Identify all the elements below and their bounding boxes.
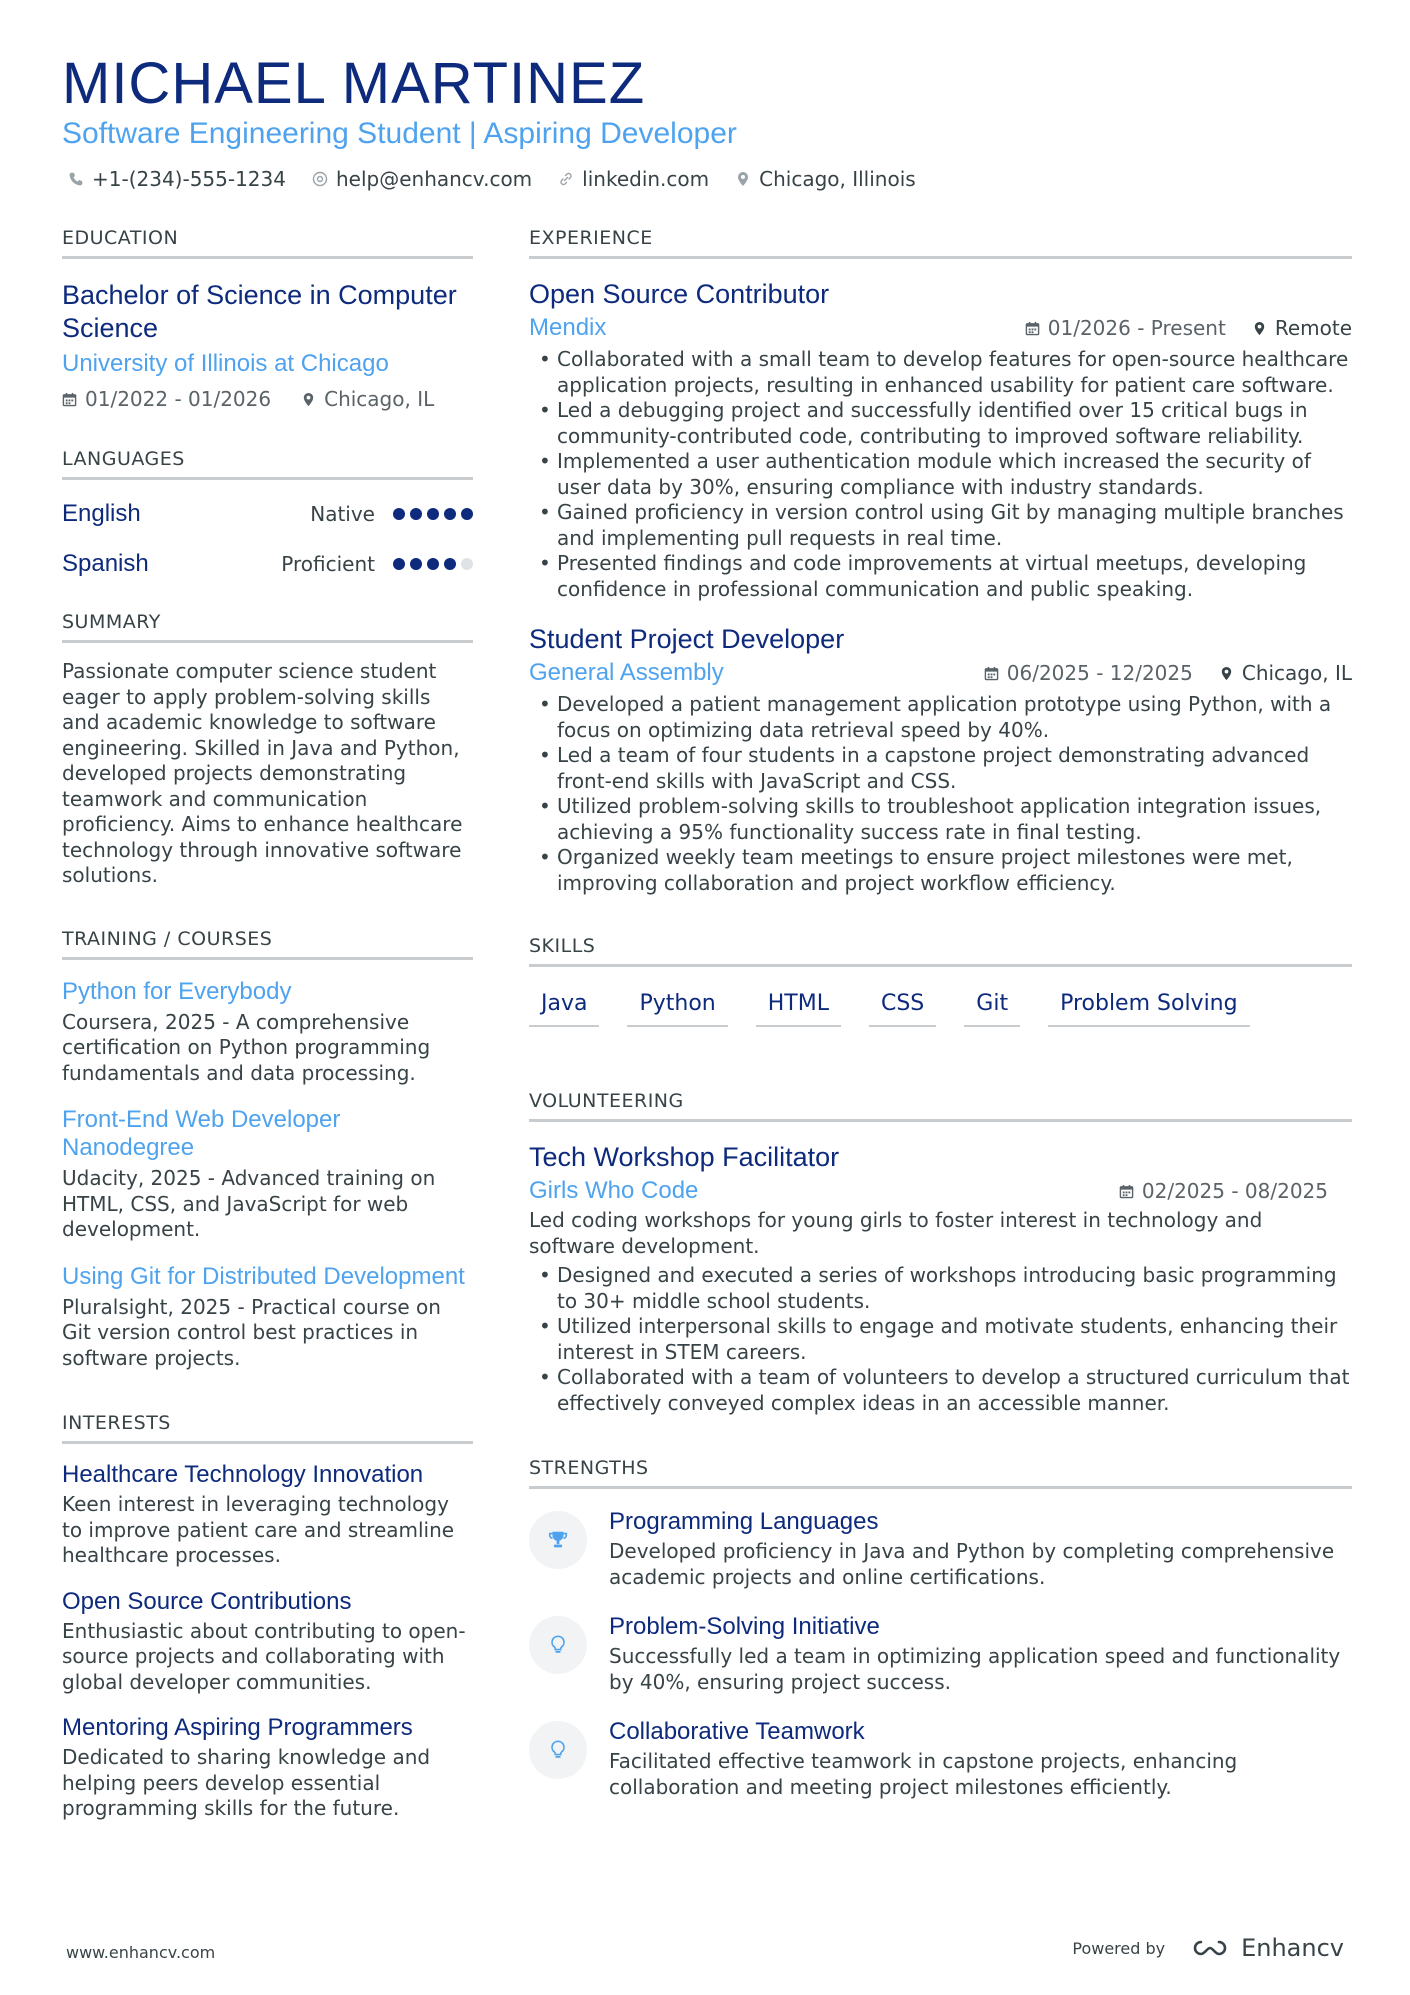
job-entry <box>529 277 1352 602</box>
education-location-text: Chicago, IL <box>324 387 435 411</box>
experience-heading: EXPERIENCE <box>529 226 1352 259</box>
skill-tag: HTML <box>756 989 841 1027</box>
language-item <box>62 548 473 580</box>
location-pin-icon <box>735 171 751 187</box>
phone-text: +1-(234)-555-1234 <box>92 167 286 191</box>
interest-title: Healthcare Technology Innovation <box>62 1461 424 1488</box>
interest-item <box>62 1713 473 1822</box>
education-degree: Bachelor of Science in Computer Science <box>62 280 457 343</box>
location-pin-icon <box>1252 321 1267 336</box>
volunteer-bullets <box>529 1263 1352 1416</box>
education-heading: EDUCATION <box>62 226 473 259</box>
phone-icon <box>68 171 84 187</box>
job-company: General Assembly <box>529 659 724 686</box>
job-entry <box>529 622 1352 896</box>
left-column <box>62 226 473 1822</box>
strength-description: Developed proficiency in Java and Python by completing comprehensive academic projects and online certifications. <box>609 1539 1335 1589</box>
job-bullet: • Developed a patient management application prototype using Python, with a focus on optimizing data retrieval speed by 40%. <box>529 692 1352 743</box>
candidate-tagline: Software Engineering Student | Aspiring Developer <box>62 117 737 150</box>
contact-bar <box>68 165 916 193</box>
skill-tag: Git <box>964 989 1020 1027</box>
language-level: Proficient <box>281 552 375 576</box>
job-bullets <box>529 692 1352 896</box>
course-item <box>62 1106 473 1243</box>
job-location-text: Chicago, IL <box>1241 661 1352 685</box>
job-dates <box>1025 316 1226 340</box>
strength-description: Successfully led a team in optimizing application speed and functionality by 40%, ensuring project success. <box>609 1644 1341 1694</box>
skill-tag: CSS <box>869 989 936 1027</box>
interest-description: Enthusiastic about contributing to open-source projects and collaborating with global developer communities. <box>62 1618 466 1694</box>
lightbulb-icon <box>529 1721 587 1779</box>
powered-by-label: Powered by <box>1072 1938 1166 1958</box>
skill-tag: Java <box>529 989 599 1027</box>
course-item <box>62 1263 473 1372</box>
volunteering-section <box>529 1089 1352 1416</box>
strength-title: Programming Languages <box>609 1508 879 1535</box>
footer-website[interactable]: www.enhancv.com <box>66 1943 216 1962</box>
location-text: Chicago, Illinois <box>759 167 916 191</box>
job-bullet: • Gained proficiency in version control using Git by managing multiple branches and implementing pull requests in real time. <box>529 500 1352 551</box>
strength-title: Collaborative Teamwork <box>609 1718 865 1745</box>
strengths-section <box>529 1456 1352 1800</box>
interest-description: Dedicated to sharing knowledge and helping peers develop essential programming skills for the future. <box>62 1745 431 1820</box>
calendar-icon <box>1025 321 1040 336</box>
trophy-icon <box>529 1511 587 1569</box>
brand-logo[interactable] <box>1187 1934 1344 1962</box>
strength-description: Facilitated effective teamwork in capstone projects, enhancing collaboration and meeting project milestones efficiently. <box>609 1749 1238 1799</box>
rating-dot-filled <box>444 508 456 520</box>
enhancv-logo-icon <box>1187 1936 1233 1960</box>
strength-item <box>529 1612 1352 1695</box>
skills-heading: SKILLS <box>529 934 1352 967</box>
contact-phone[interactable] <box>68 165 286 193</box>
summary-section <box>62 610 473 889</box>
job-bullet: • Organized weekly team meetings to ensure project milestones were met, improving collaboration and project workflow efficiency. <box>529 845 1352 896</box>
job-dates <box>984 661 1193 685</box>
job-location <box>1252 316 1352 340</box>
education-school: University of Illinois at Chicago <box>62 350 389 377</box>
right-column <box>529 226 1352 1800</box>
rating-dot-filled <box>393 508 405 520</box>
language-item <box>62 498 473 530</box>
volunteer-org: Girls Who Code <box>529 1177 699 1204</box>
course-item <box>62 978 473 1087</box>
contact-email[interactable] <box>312 165 532 193</box>
job-title: Student Project Developer <box>529 624 845 654</box>
course-description: Coursera, 2025 - A comprehensive certification on Python programming fundamentals and data processing. <box>62 1009 431 1085</box>
job-dates-text: 01/2026 - Present <box>1047 316 1226 340</box>
skills-list <box>529 989 1352 1027</box>
volunteering-heading: VOLUNTEERING <box>529 1089 1352 1122</box>
language-rating <box>393 508 473 520</box>
job-bullet: • Presented findings and code improvements at virtual meetups, developing confidence in professional communication and public speaking. <box>529 551 1352 602</box>
rating-dot-filled <box>410 558 422 570</box>
job-title: Open Source Contributor <box>529 279 830 309</box>
at-icon <box>312 171 328 187</box>
summary-heading: SUMMARY <box>62 610 473 643</box>
rating-dot-filled <box>410 508 422 520</box>
languages-section <box>62 447 473 580</box>
rating-dot-filled <box>444 558 456 570</box>
skill-tag: Problem Solving <box>1048 989 1250 1027</box>
language-level: Native <box>310 502 375 526</box>
interest-item <box>62 1587 473 1696</box>
volunteer-bullet: • Designed and executed a series of workshops introducing basic programming to 30+ middle school students. <box>529 1263 1352 1314</box>
calendar-icon <box>984 666 999 681</box>
rating-dot-filled <box>427 508 439 520</box>
volunteer-bullet: • Collaborated with a team of volunteers to develop a structured curriculum that effectively conveyed complex ideas in an accessible manner. <box>529 1365 1352 1416</box>
interests-heading: INTERESTS <box>62 1411 473 1444</box>
education-dates-text: 01/2022 - 01/2026 <box>85 387 272 411</box>
job-bullet: • Collaborated with a small team to develop features for open-source healthcare application projects, resulting in enhanced usability for patient care software. <box>529 347 1352 398</box>
location-pin-icon <box>1219 666 1234 681</box>
volunteer-dates-text: 02/2025 - 08/2025 <box>1141 1179 1328 1203</box>
interest-item <box>62 1460 473 1569</box>
volunteer-bullet: • Utilized interpersonal skills to engage and motivate students, enhancing their interest in STEM careers. <box>529 1314 1352 1365</box>
course-title: Using Git for Distributed Development <box>62 1262 465 1290</box>
footer-branding <box>1072 1934 1344 1962</box>
rating-dot-filled <box>393 558 405 570</box>
job-bullet: • Utilized problem-solving skills to troubleshoot application integration issues, achieving a 95% functionality success rate in final testing. <box>529 794 1352 845</box>
location-pin-icon <box>301 392 316 407</box>
training-heading: TRAINING / COURSES <box>62 927 473 960</box>
job-location-text: Remote <box>1274 316 1352 340</box>
education-meta <box>62 385 473 413</box>
education-location <box>301 385 434 413</box>
strength-item <box>529 1717 1352 1800</box>
language-name: Spanish <box>62 550 149 577</box>
course-description: Udacity, 2025 - Advanced training on HTML, CSS, and JavaScript for web development. <box>62 1166 436 1241</box>
job-bullets <box>529 347 1352 602</box>
strengths-heading: STRENGTHS <box>529 1456 1352 1489</box>
interest-title: Open Source Contributions <box>62 1587 352 1615</box>
volunteer-role: Tech Workshop Facilitator <box>529 1142 840 1172</box>
language-name: English <box>62 500 141 527</box>
job-location <box>1219 661 1352 685</box>
volunteer-description: Led coding workshops for young girls to foster interest in technology and software development. <box>529 1208 1263 1258</box>
candidate-name: MICHAEL MARTINEZ <box>62 51 646 116</box>
interest-title: Mentoring Aspiring Programmers <box>62 1714 413 1741</box>
lightbulb-icon <box>529 1616 587 1674</box>
skills-section <box>529 934 1352 1027</box>
email-text: help@enhancv.com <box>335 167 533 191</box>
job-dates-text: 06/2025 - 12/2025 <box>1006 661 1193 685</box>
education-dates <box>62 385 271 413</box>
strength-item <box>529 1507 1352 1590</box>
course-title: Python for Everybody <box>62 977 292 1005</box>
course-description: Pluralsight, 2025 - Practical course on Git version control best practices in software projects. <box>62 1294 441 1370</box>
job-bullet: • Led a team of four students in a capstone project demonstrating advanced front-end skills with JavaScript and CSS. <box>529 743 1352 794</box>
language-rating <box>393 558 473 570</box>
contact-linkedin[interactable] <box>558 165 709 193</box>
interests-section <box>62 1411 473 1822</box>
job-company: Mendix <box>529 314 607 341</box>
skill-tag: Python <box>627 989 727 1027</box>
brand-name: Enhancv <box>1241 1934 1344 1962</box>
linkedin-text: linkedin.com <box>582 167 710 191</box>
strength-title: Problem-Solving Initiative <box>609 1613 880 1640</box>
volunteer-dates <box>1119 1179 1328 1203</box>
experience-section <box>529 226 1352 896</box>
summary-text: Passionate computer science student eager to apply problem-solving skills and academic knowledge to software engineering. Skilled in Java and Python, developed projects demonstrating teamwork and communication proficiency. Aims to enhance healthcare technology through innovative software solutions. <box>62 659 463 887</box>
education-section <box>62 226 473 413</box>
course-title: Front-End Web Developer Nanodegree <box>62 1106 341 1161</box>
rating-dot-filled <box>427 558 439 570</box>
job-bullet: • Implemented a user authentication module which increased the security of user data by 30%, ensuring compliance with industry standards. <box>529 449 1352 500</box>
training-section <box>62 927 473 1372</box>
job-bullet: • Led a debugging project and successfully identified over 15 critical bugs in community-contributed code, contributing to improved software reliability. <box>529 398 1352 449</box>
rating-dot-empty <box>461 558 473 570</box>
languages-heading: LANGUAGES <box>62 447 473 480</box>
calendar-icon <box>62 392 77 407</box>
rating-dot-filled <box>461 508 473 520</box>
calendar-icon <box>1119 1184 1134 1199</box>
interest-description: Keen interest in leveraging technology to improve patient care and streamline healthcare processes. <box>62 1492 455 1567</box>
contact-location <box>735 165 916 193</box>
link-icon <box>558 171 574 187</box>
